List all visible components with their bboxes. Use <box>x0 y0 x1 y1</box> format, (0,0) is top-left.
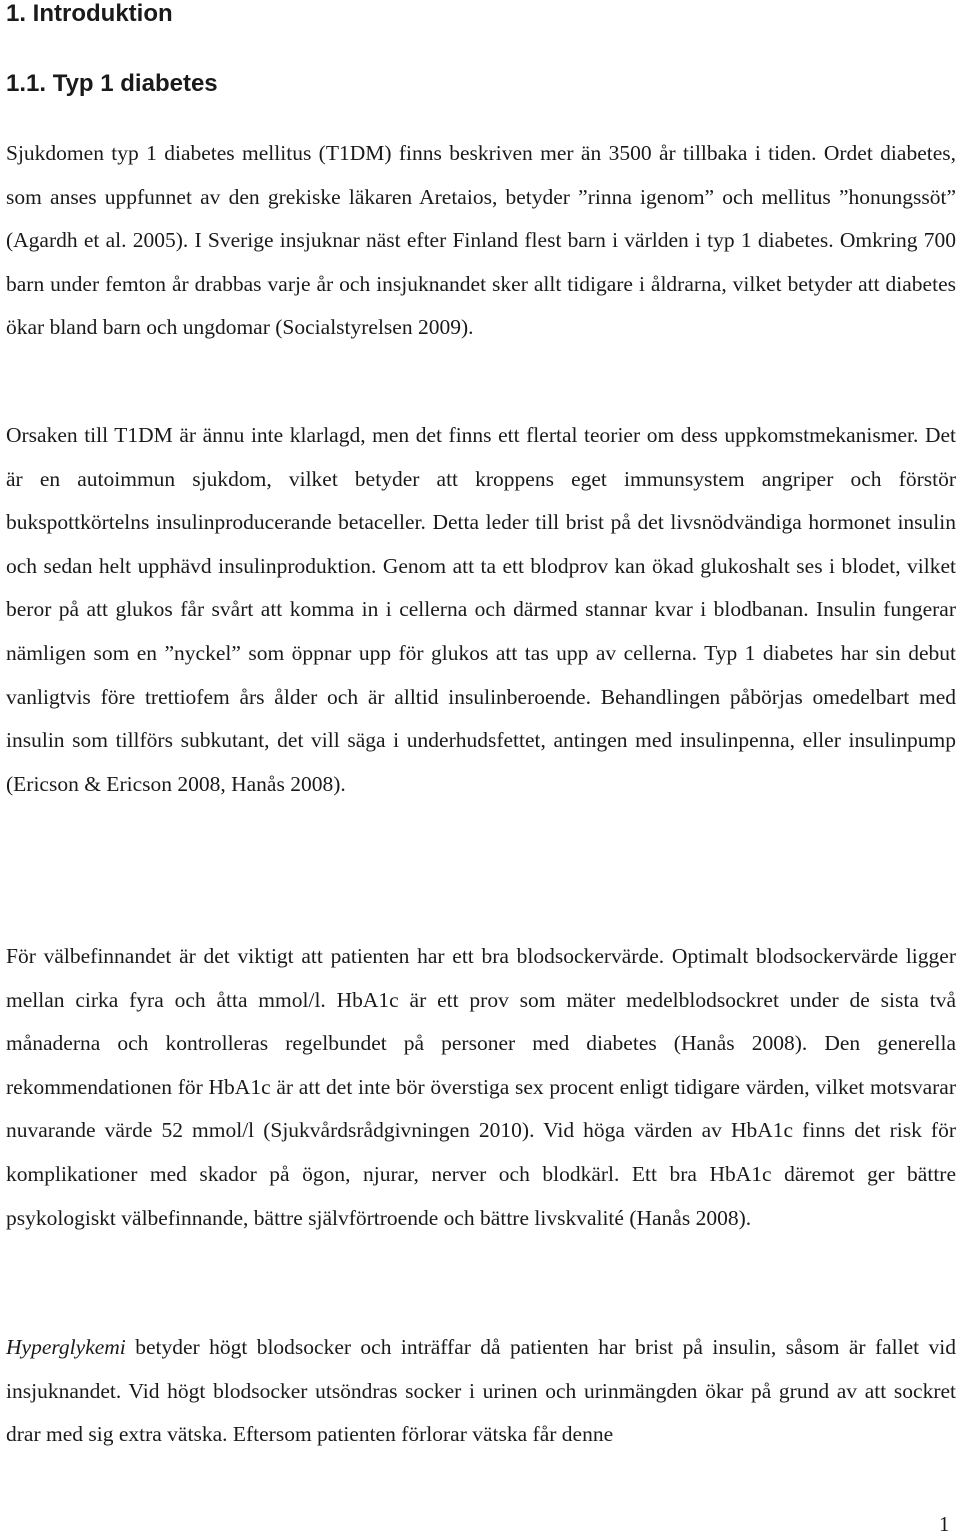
paragraph-hyperglycemia <box>6 1326 956 1457</box>
section-heading: 1. Introduktion <box>6 0 173 27</box>
paragraph-cause: Orsaken till T1DM är ännu inte klarlagd, men det finns ett flertal teorier om dess uppkomstmekanismer. Det är en autoimmun sjukdom, vilket betyder att kroppens eget immunsystem angriper och förstör bukspottkörtelns insulinproducerande betaceller. Detta leder till brist på det livsnödvändiga hormonet insulin och sedan helt upphävd insulinproduktion. Genom att ta ett blodprov kan ökad glukoshalt ses i blodet, vilket beror på att glukos får svårt att komma in i cellerna och därmed stannar kvar i blodbanan. Insulin fungerar nämligen som en ”nyckel” som öppnar upp för glukos att tas upp av cellerna. Typ 1 diabetes har sin debut vanligtvis före trettiofem års ålder och är alltid insulinberoende. Behandlingen påbörjas omedelbart med insulin som tillförs subkutant, det vill säga i underhudsfettet, antingen med insulinpenna, eller insulinpump (Ericson & Ericson 2008, Hanås 2008). <box>6 423 956 796</box>
paragraph-blood-sugar: För välbefinnandet är det viktigt att patienten har ett bra blodsockervärde. Optimalt blodsockervärde ligger mellan cirka fyra och åtta mmol/l. HbA1c är ett prov som mäter medelblodsockret under de sista två månaderna och kontrolleras regelbundet på personer med diabetes (Hanås 2008). Den generella rekommendationen för HbA1c är att det inte bör överstiga sex procent enligt tidigare värden, vilket motsvarar nuvarande värde 52 mmol/l (Sjukvårdsrådgivningen 2010). Vid höga värden av HbA1c finns det risk för komplikationer med skador på ögon, njurar, nerver och blodkärl. Ett bra HbA1c däremot ger bättre psykologiskt välbefinnande, bättre självförtroende och bättre livskvalité (Hanås 2008). <box>6 944 956 1230</box>
page-number: 1 <box>939 1512 950 1536</box>
paragraph-hyperglycemia-text: betyder högt blodsocker och inträffar då patienten har brist på insulin, såsom är fallet vid insjuknandet. Vid högt blodsocker utsöndras socker i urinen och urinmängden ökar på grund av att sockret drar med sig extra vätska. Eftersom patienten förlorar vätska får denne <box>6 1335 956 1447</box>
subsection-heading: 1.1. Typ 1 diabetes <box>6 70 218 97</box>
paragraph-history: Sjukdomen typ 1 diabetes mellitus (T1DM) finns beskriven mer än 3500 år tillbaka i tiden. Ordet diabetes, som anses uppfunnet av den grekiske läkaren Aretaios, betyder ”rinna igenom” och mellitus ”honungssöt” (Agardh et al. 2005). I Sverige insjuknar näst efter Finland flest barn i världen i typ 1 diabetes. Omkring 700 barn under femton år drabbas varje år och insjuknandet sker allt tidigare i åldrarna, vilket betyder att diabetes ökar bland barn och ungdomar (Socialstyrelsen 2009). <box>6 141 956 340</box>
term-hyperglycemia: Hyperglykemi <box>6 1335 126 1359</box>
